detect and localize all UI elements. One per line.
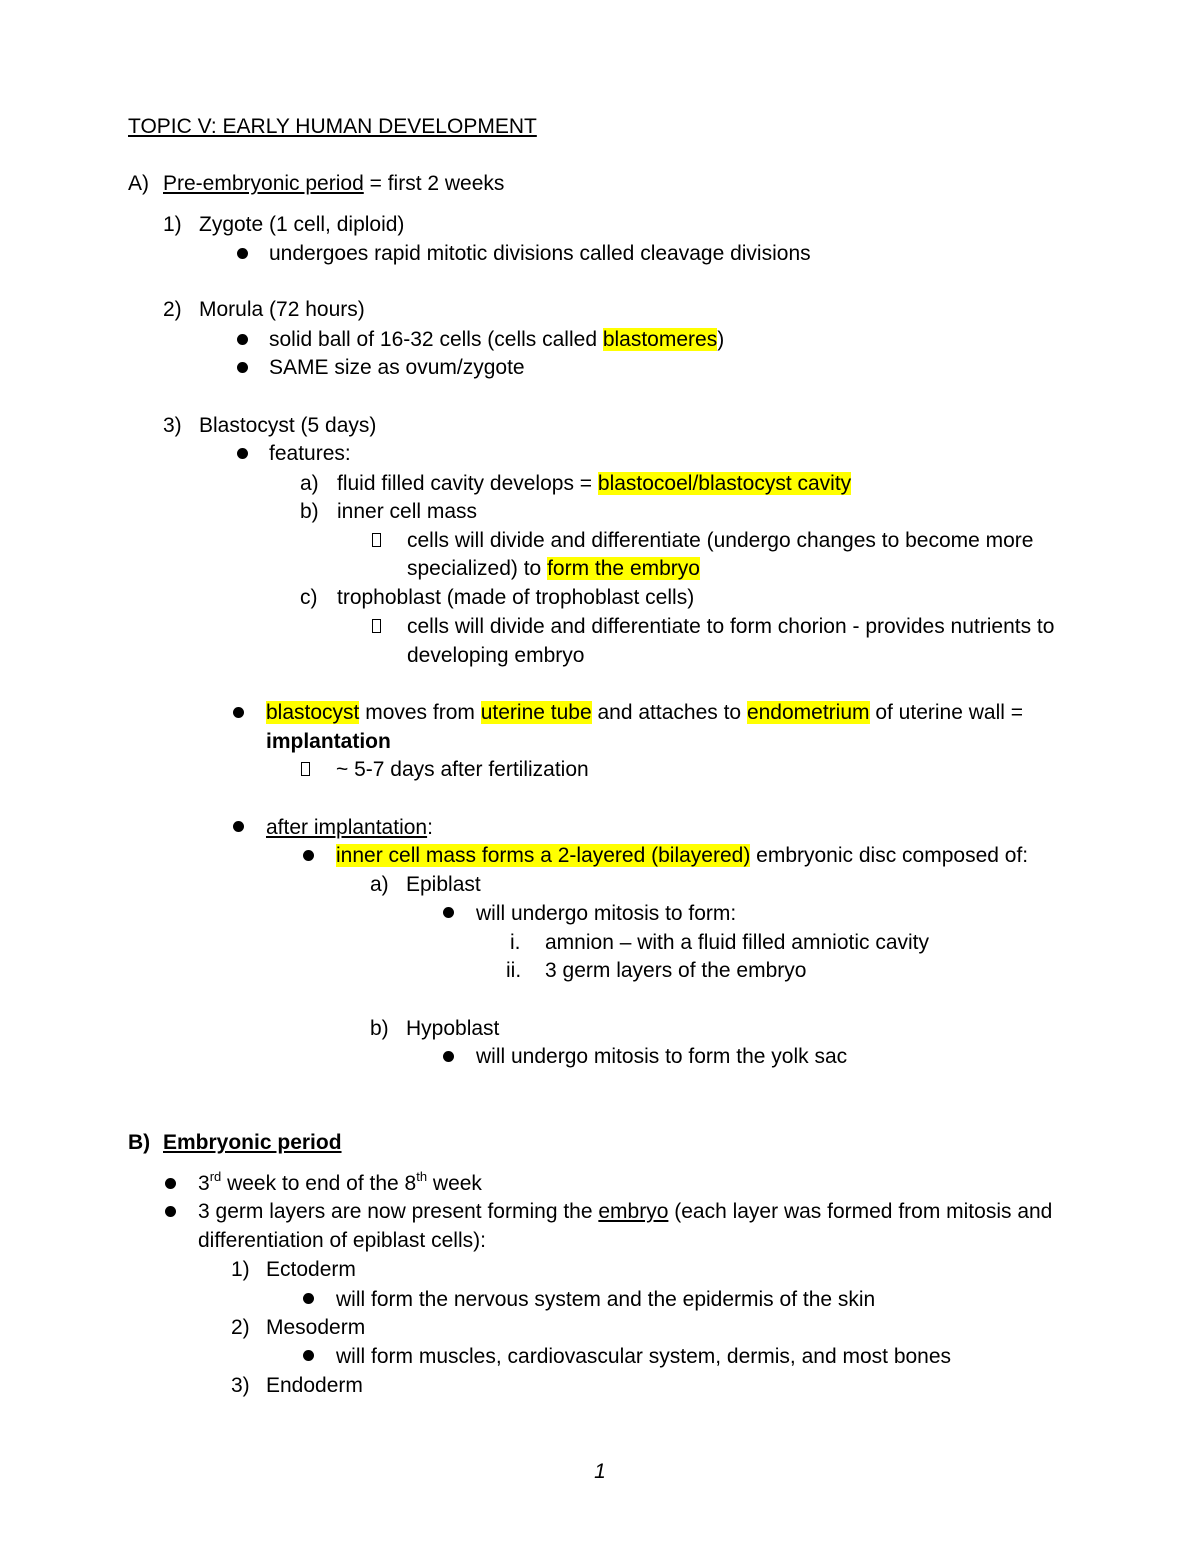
b1-text-b: week to end of the 8 bbox=[221, 1172, 417, 1195]
bullet-icon bbox=[303, 1293, 314, 1304]
bullet-icon bbox=[237, 448, 248, 459]
blastocyst-text: Blastocyst (5 days) bbox=[199, 414, 377, 437]
section-a-heading-suffix: = first 2 weeks bbox=[363, 172, 505, 195]
hypoblast-label: b) bbox=[370, 1017, 389, 1040]
feature-b-label: b) bbox=[300, 500, 319, 523]
section-b-label: B) bbox=[128, 1131, 151, 1154]
b1-sup-th: th bbox=[416, 1169, 428, 1184]
bullet-icon bbox=[237, 334, 248, 345]
bullet-icon bbox=[233, 821, 244, 832]
after-implantation-heading: after implantation bbox=[266, 816, 428, 839]
bullet-icon bbox=[237, 362, 248, 373]
implantation-sub: ~ 5-7 days after fertilization bbox=[336, 758, 589, 781]
feature-a bbox=[337, 470, 851, 498]
feature-c-sub-1: cells will divide and differentiate to form chorion - provides nutrients to bbox=[407, 615, 1055, 638]
mesoderm-label: 2) bbox=[231, 1316, 250, 1339]
epiblast-ii: 3 germ layers of the embryo bbox=[545, 959, 807, 982]
zygote-label: 1) bbox=[163, 213, 182, 236]
bilayered-text: embryonic disc composed of: bbox=[750, 844, 1029, 867]
feature-a-label: a) bbox=[300, 472, 319, 495]
feature-b-sub-1: cells will divide and differentiate (undergo changes to become more bbox=[407, 529, 1034, 552]
arrow-bullet-icon bbox=[301, 762, 310, 776]
implantation-text-2: and attaches to bbox=[591, 701, 747, 724]
arrow-bullet-icon bbox=[372, 619, 381, 633]
page-title: TOPIC V: EARLY HUMAN DEVELOPMENT bbox=[128, 115, 537, 138]
section-b-heading: Embryonic period bbox=[163, 1131, 342, 1154]
endoderm-label: 3) bbox=[231, 1374, 250, 1397]
b2-text-b: (each layer was formed from mitosis and bbox=[668, 1200, 1053, 1223]
epiblast-i-label: i. bbox=[510, 931, 521, 954]
blastomeres-highlight: blastomeres bbox=[602, 328, 718, 351]
section-a-heading-line bbox=[163, 170, 504, 198]
feature-b-sub-2-text: specialized) to bbox=[407, 557, 548, 580]
feature-b-sub-2 bbox=[407, 555, 700, 583]
ectoderm-label: 1) bbox=[231, 1258, 250, 1281]
bullet-icon bbox=[443, 907, 454, 918]
feature-b: inner cell mass bbox=[337, 500, 478, 523]
b1-text-c: week bbox=[427, 1172, 482, 1195]
feature-a-text: fluid filled cavity develops = bbox=[337, 472, 598, 495]
zygote-bullet: undergoes rapid mitotic divisions called cleavage divisions bbox=[269, 242, 811, 265]
morula-text: Morula (72 hours) bbox=[199, 298, 365, 321]
morula-bullet-2: SAME size as ovum/zygote bbox=[269, 356, 525, 379]
arrow-bullet-icon bbox=[372, 533, 381, 547]
feature-c-sub-2: developing embryo bbox=[407, 644, 585, 667]
bullet-icon bbox=[443, 1051, 454, 1062]
blastocyst-highlight: blastocyst bbox=[266, 701, 360, 724]
morula-bullet-1-end: ) bbox=[717, 328, 725, 351]
after-heading-colon: : bbox=[427, 816, 433, 839]
embryonic-bullet-1 bbox=[198, 1170, 482, 1198]
mesoderm-bullet: will form muscles, cardiovascular system, dermis, and most bones bbox=[336, 1345, 952, 1368]
hypoblast-bullet: will undergo mitosis to form the yolk sac bbox=[476, 1045, 848, 1068]
feature-c-label: c) bbox=[300, 586, 318, 609]
endometrium-highlight: endometrium bbox=[746, 701, 870, 724]
mesoderm-text: Mesoderm bbox=[266, 1316, 366, 1339]
zygote-text: Zygote (1 cell, diploid) bbox=[199, 213, 405, 236]
embryo-underlined: embryo bbox=[598, 1200, 669, 1223]
section-a-label: A) bbox=[128, 172, 149, 195]
blastocoel-highlight: blastocoel/blastocyst cavity bbox=[597, 472, 852, 495]
bullet-icon bbox=[165, 1206, 176, 1217]
section-a-heading: Pre-embryonic period bbox=[163, 172, 364, 195]
b1-text-a: 3 bbox=[198, 1172, 210, 1195]
bullet-icon bbox=[303, 1350, 314, 1361]
blastocyst-features: features: bbox=[269, 442, 351, 465]
epiblast-label: a) bbox=[370, 873, 389, 896]
morula-bullet-1 bbox=[269, 326, 724, 354]
implantation-text-3: of uterine wall = bbox=[869, 701, 1024, 724]
embryonic-bullet-2-line-2: differentiation of epiblast cells): bbox=[198, 1229, 486, 1252]
bullet-icon bbox=[303, 850, 314, 861]
bullet-icon bbox=[237, 248, 248, 259]
ectoderm-bullet: will form the nervous system and the epidermis of the skin bbox=[336, 1288, 876, 1311]
epiblast-text: Epiblast bbox=[406, 873, 481, 896]
morula-label: 2) bbox=[163, 298, 182, 321]
b1-sup-rd: rd bbox=[209, 1169, 222, 1184]
hypoblast-text: Hypoblast bbox=[406, 1017, 500, 1040]
after-heading-line bbox=[266, 814, 433, 842]
form-embryo-highlight: form the embryo bbox=[547, 557, 700, 580]
epiblast-bullet: will undergo mitosis to form: bbox=[476, 902, 737, 925]
blastocyst-label: 3) bbox=[163, 414, 182, 437]
ectoderm-text: Ectoderm bbox=[266, 1258, 356, 1281]
bullet-icon bbox=[233, 707, 244, 718]
epiblast-ii-label: ii. bbox=[506, 959, 522, 982]
morula-bullet-1-text: solid ball of 16-32 cells (cells called bbox=[269, 328, 603, 351]
implantation-bold: implantation bbox=[266, 730, 391, 753]
uterine-tube-highlight: uterine tube bbox=[480, 701, 592, 724]
implantation-text-1: moves from bbox=[359, 701, 481, 724]
epiblast-i: amnion – with a fluid filled amniotic cavity bbox=[545, 931, 930, 954]
bullet-icon bbox=[165, 1178, 176, 1189]
bilayered-line bbox=[336, 842, 1028, 870]
page-number: 1 bbox=[594, 1460, 606, 1483]
bilayered-highlight: inner cell mass forms a 2-layered (bilayered) bbox=[336, 844, 751, 867]
feature-c: trophoblast (made of trophoblast cells) bbox=[337, 586, 695, 609]
b2-text-a: 3 germ layers are now present forming the bbox=[198, 1200, 599, 1223]
implantation-line bbox=[266, 699, 1023, 727]
endoderm-text: Endoderm bbox=[266, 1374, 363, 1397]
embryonic-bullet-2 bbox=[198, 1198, 1052, 1226]
